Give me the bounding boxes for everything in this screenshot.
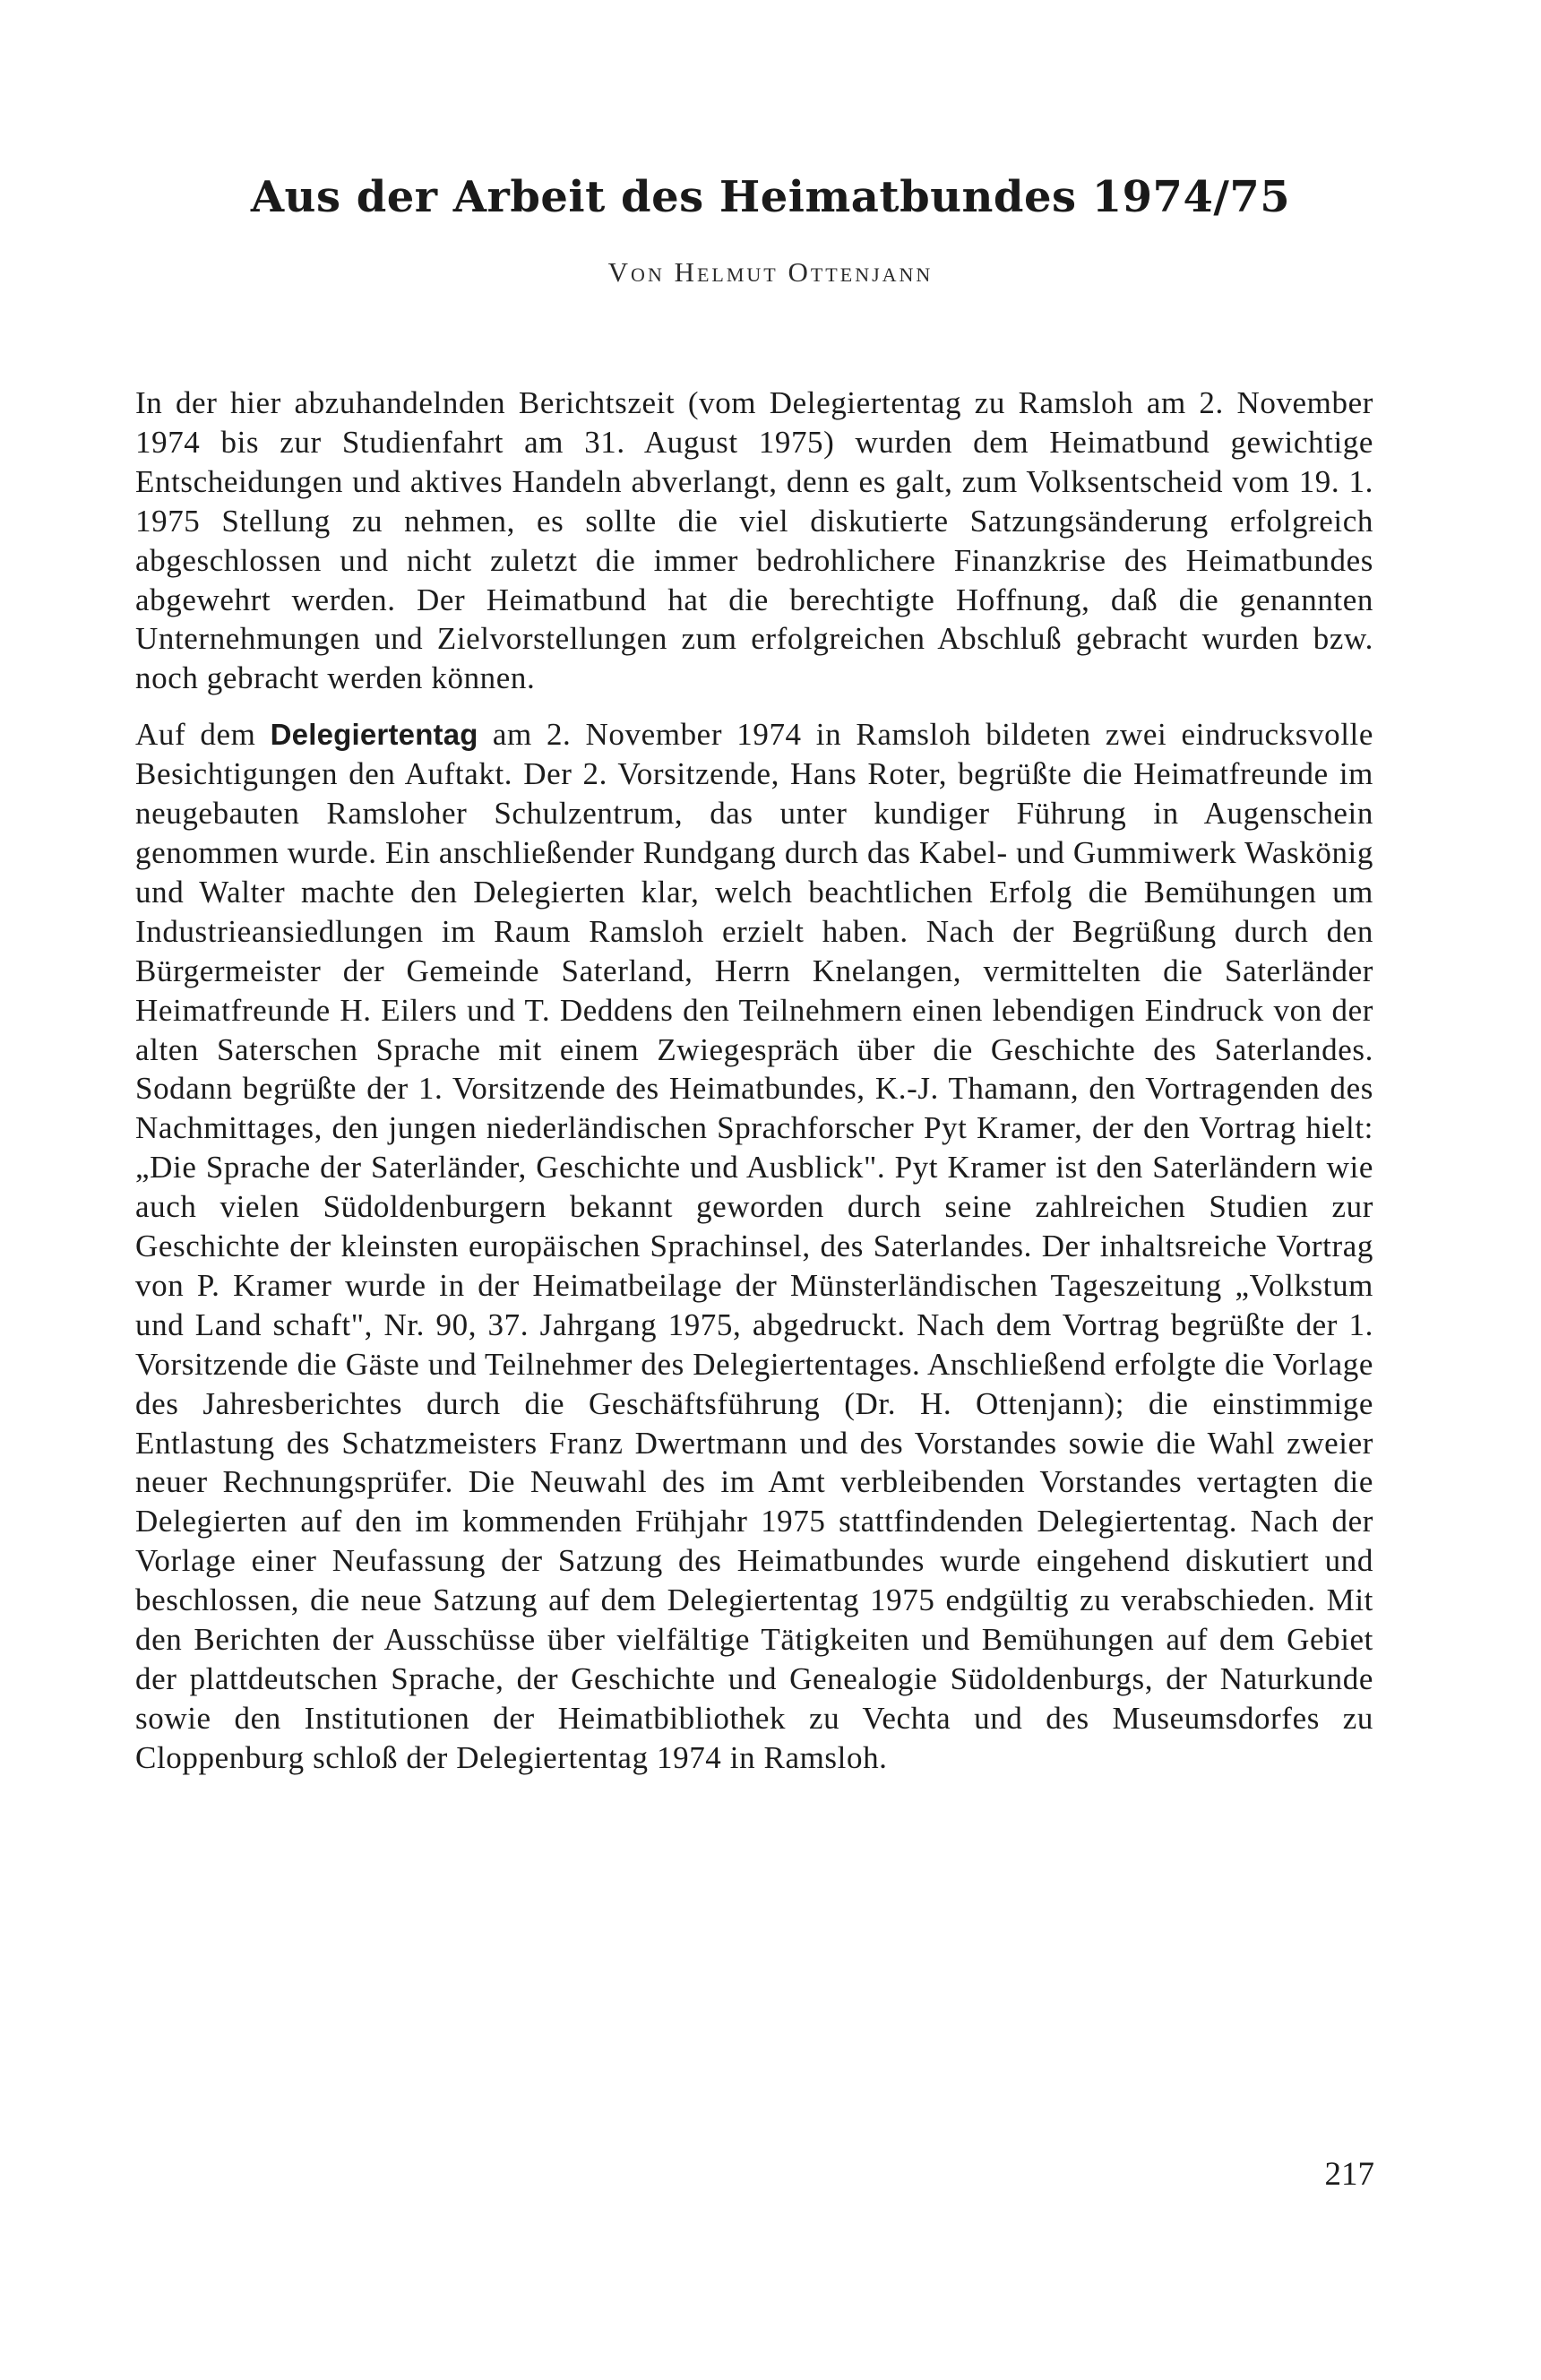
paragraph-1: In der hier abzuhandelnden Berichtszeit (vom Delegiertentag zu Ramsloh am 2. November 1974 bis zur Studienfahrt am 31. August 1975) wurden dem Heimatbund gewichtige Entscheidungen und aktives Handeln abverlangt, denn es galt, zum Volksentscheid vom 19. 1. 1975 Stellung zu nehmen, es sollte die viel diskutierte Satzungsänderung erfolgreich abgeschlossen und nicht zuletzt die immer bedrohlichere Finanzkrise des Heimatbundes abgewehrt werden. Der Heimatbund hat die berechtigte Hoffnung, daß die genannten Unternehmungen und Zielvorstellungen zum erfolgreichen Abschluß gebracht wurden bzw. noch gebracht werden können.: [135, 385, 1373, 696]
page-number: 217: [1324, 2156, 1374, 2193]
article-body: [135, 384, 1373, 1778]
paragraph-2-rest: am 2. November 1974 in Ramsloh bildeten zwei eindrucksvolle Besichtigungen den Auftakt. Der 2. Vorsitzende, Hans Roter, begrüßte die Heimatfreunde im neugebauten Ramsloher Schulzentrum, das unter kundiger Führung in Augenschein genommen wurde. Ein anschließender Rundgang durch das Kabel- und Gummiwerk Waskönig und Walter machte den Delegierten klar, welch beachtlichen Erfolg die Bemühungen um Industrieansiedlungen im Raum Ramsloh erzielt haben. Nach der Begrüßung durch den Bürgermeister der Gemeinde Saterland, Herrn Knelangen, vermittelten die Saterländer Heimatfreunde H. Eilers und T. Deddens den Teilnehmern einen lebendigen Eindruck von der alten Saterschen Sprache mit einem Zwiegespräch über die Geschichte des Saterlandes. Sodann begrüßte der 1. Vorsitzende des Heimatbundes, K.-J. Thamann, den Vortragenden des Nachmittages, den jungen niederländischen Sprachforscher Pyt Kramer, der den Vortrag hielt: „Die Sprache der Saterländer, Geschichte und Ausblick". Pyt Kramer ist den Saterländern wie auch vielen Südoldenburgern bekannt geworden durch seine zahlreichen Studien zur Geschichte der kleinsten europäischen Sprachinsel, des Saterlandes. Der inhaltsreiche Vortrag von P. Kramer wurde in der Heimatbeilage der Münsterländischen Tageszeitung „Volkstum und Land schaft", Nr. 90, 37. Jahrgang 1975, abgedruckt. Nach dem Vortrag begrüßte der 1. Vorsitzende die Gäste und Teilnehmer des Delegiertentages. Anschließend erfolgte die Vorlage des Jahresberichtes durch die Geschäftsführung (Dr. H. Ottenjann); die einstimmige Entlastung des Schatzmeisters Franz Dwertmann und des Vorstandes sowie die Wahl zweier neuer Rechnungsprüfer. Die Neuwahl des im Amt verbleibenden Vorstandes vertagten die Delegierten auf den im kommenden Frühjahr 1975 stattfindenden Delegiertentag. Nach der Vorlage einer Neufassung der Satzung des Heimatbundes wurde eingehend diskutiert und beschlossen, die neue Satzung auf dem Delegiertentag 1975 endgültig zu verabschieden. Mit den Berichten der Ausschüsse über vielfältige Tätigkeiten und Bemühungen auf dem Gebiet der plattdeutschen Sprache, der Geschichte und Genealogie Südoldenburgs, der Naturkunde sowie den Institutionen der Heimatbibliothek zu Vechta und des Museumsdorfes zu Cloppenburg schloß der Delegiertentag 1974 in Ramsloh.: [135, 717, 1373, 1775]
keyword-delegiertentag: Delegiertentag: [270, 718, 478, 752]
article-byline: Von Helmut Ottenjann: [607, 256, 934, 288]
paragraph-2: [135, 715, 1373, 1777]
paragraph-2-lead: Auf dem: [135, 717, 271, 753]
article-title: Aus der Arbeit des Heimatbundes 1974/75: [250, 172, 1291, 222]
